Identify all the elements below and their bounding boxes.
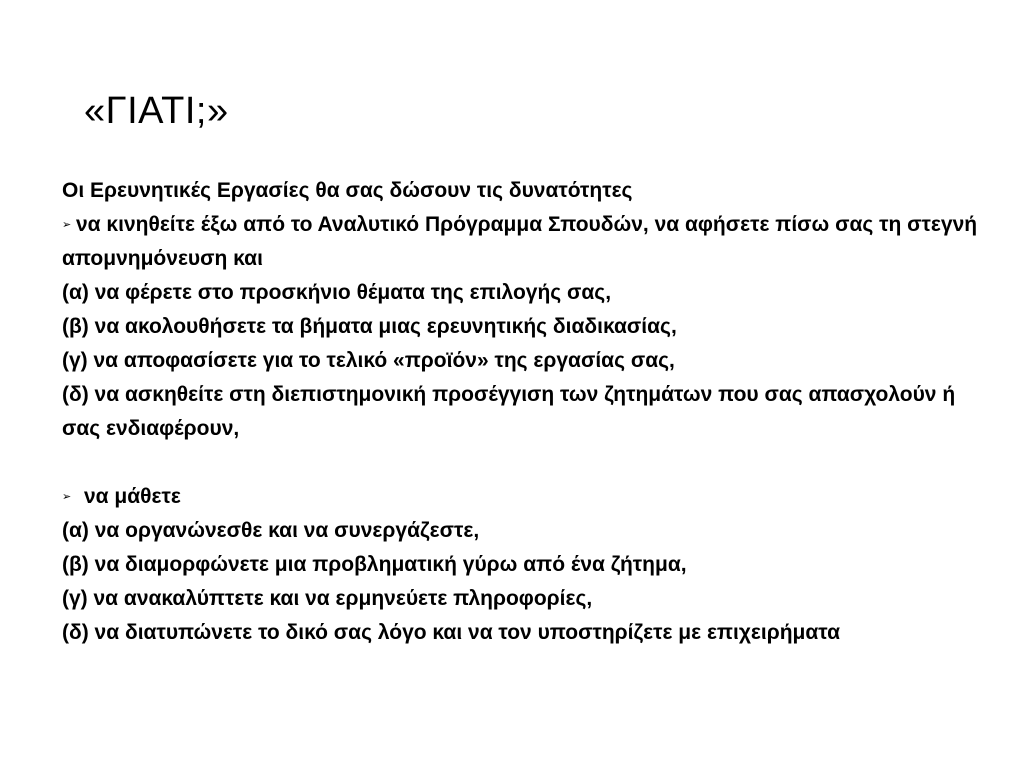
- arrow-bullet-icon: ➢: [62, 491, 72, 503]
- list-item: (α) να οργανώνεσθε και να συνεργάζεστε,: [62, 519, 480, 542]
- list-item: (β) να διαμορφώνετε μια προβληματική γύρω από ένα ζήτημα,: [62, 553, 687, 576]
- list-item: (γ) να αποφασίσετε για το τελικό «προϊόν» της εργασίας σας,: [62, 349, 675, 372]
- list-item: (γ) να ανακαλύπτετε και να ερμηνεύετε πληροφορίες,: [62, 587, 593, 610]
- paragraph-spacer: [62, 446, 997, 480]
- list-item: (β) να ακολουθήσετε τα βήματα μιας ερευνητικής διαδικασίας,: [62, 315, 677, 338]
- bullet-item-2: [62, 480, 997, 514]
- slide-body: [62, 174, 997, 650]
- slide-title: «ΓΙΑΤΙ;»: [84, 90, 229, 132]
- list-item: (δ) να διατυπώνετε το δικό σας λόγο και να τον υποστηρίζετε με επιχειρήματα: [62, 621, 841, 644]
- intro-text: Οι Ερευνητικές Εργασίες θα σας δώσουν τις δυνατότητες: [62, 179, 633, 202]
- list-item: (δ) να ασκηθείτε στη διεπιστημονική προσέγγιση των ζητημάτων που σας απασχολούν ή σας ενδιαφέρουν,: [62, 383, 956, 440]
- bullet-item-1: [62, 208, 997, 276]
- bullet-item-1-text: να κινηθείτε έξω από το Αναλυτικό Πρόγραμμα Σπουδών, να αφήσετε πίσω σας τη στεγνή απομνημόνευση και: [62, 213, 978, 270]
- bullet-item-2-text: να μάθετε: [84, 485, 181, 508]
- list-item: (α) να φέρετε στο προσκήνιο θέματα της επιλογής σας,: [62, 281, 612, 304]
- arrow-bullet-icon: ➢: [62, 219, 72, 231]
